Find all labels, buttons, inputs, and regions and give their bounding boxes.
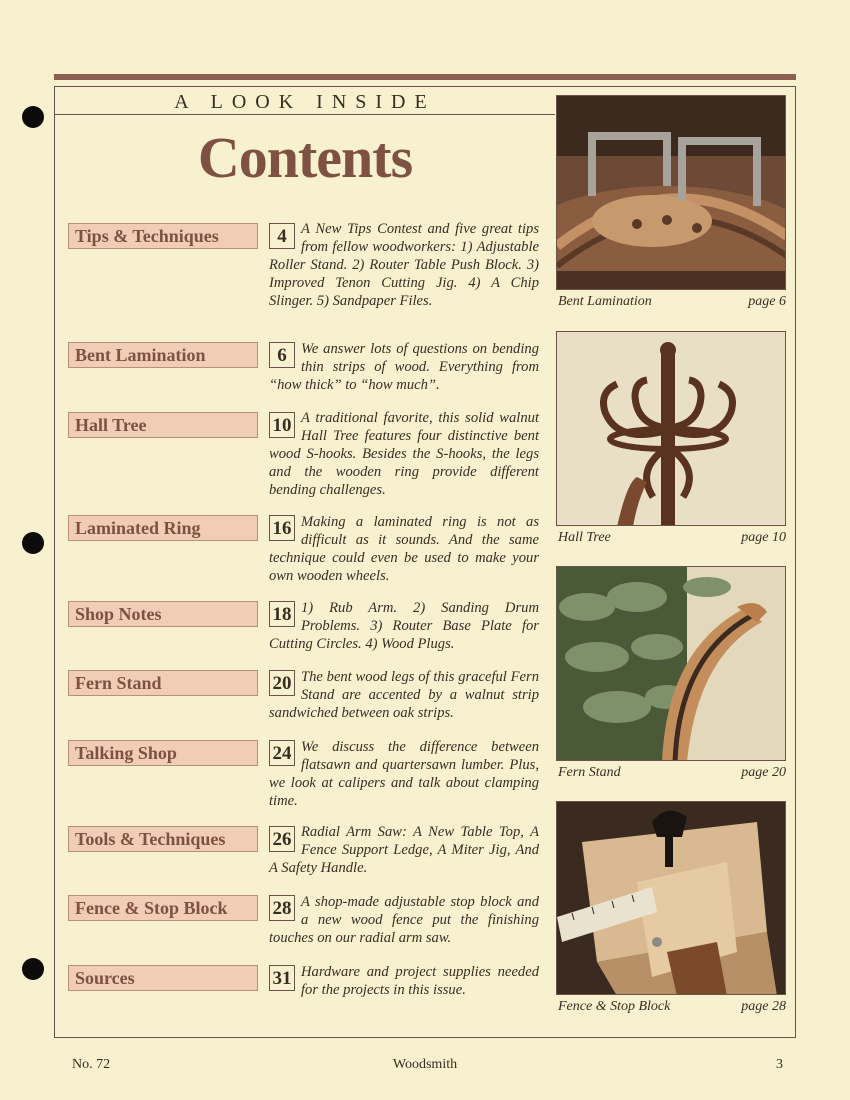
top-rule	[54, 74, 796, 80]
section-label[interactable]: Fence & Stop Block	[68, 895, 258, 921]
photo-caption	[558, 530, 786, 546]
issue-number: No. 72	[72, 1057, 111, 1072]
section-label[interactable]: Laminated Ring	[68, 515, 258, 541]
entry-description: Hardware and project supplies needed for the projects in this issue.	[301, 964, 539, 998]
fern-stand-photo	[556, 566, 786, 761]
binder-hole	[22, 532, 44, 554]
entry-description: We discuss the difference between flatsawn and quartersawn lumber. Plus, we look at calipers and talk about clamping time.	[269, 739, 539, 809]
hall-tree-photo	[556, 331, 786, 526]
header-divider	[55, 114, 555, 115]
photo-caption-title: Fern Stand	[558, 765, 621, 780]
photo-caption-page: page 20	[741, 765, 786, 780]
entry-description: 1) Rub Arm. 2) Sanding Drum Problems. 3) Router Base Plate for Cutting Circles. 4) Wood Plugs.	[269, 600, 539, 652]
entry-description: A traditional favorite, this solid walnut Hall Tree features four distinctive bent wood S-hooks. Besides the S-hooks, the legs and the wooden ring provide different bending challenges.	[269, 410, 539, 498]
binder-hole	[22, 958, 44, 980]
section-label[interactable]: Tools & Techniques	[68, 826, 258, 852]
section-label[interactable]: Hall Tree	[68, 412, 258, 438]
page-number-box: 28	[269, 895, 295, 921]
magazine-name: Woodsmith	[392, 1057, 458, 1072]
kicker: A LOOK INSIDE	[174, 91, 436, 113]
page-number-box: 31	[269, 965, 295, 991]
entry-description: The bent wood legs of this graceful Fern Stand are accented by a walnut strip sandwiched between oak strips.	[269, 669, 539, 721]
photo-caption-page: page 6	[748, 294, 786, 309]
page-number-box: 10	[269, 412, 295, 438]
page-number-box: 16	[269, 515, 295, 541]
photo-caption-title: Bent Lamination	[558, 294, 652, 309]
photo-caption-title: Fence & Stop Block	[558, 999, 671, 1014]
entry-description: A shop-made adjustable stop block and a new wood fence put the finishing touches on our radial arm saw.	[269, 894, 539, 946]
page-number-box: 4	[269, 223, 295, 249]
page-number-box: 24	[269, 740, 295, 766]
entry-description: Radial Arm Saw: A New Table Top, A Fence Support Ledge, A Miter Jig, And A Safety Handle.	[269, 824, 539, 876]
photo-caption-page: page 10	[741, 530, 786, 545]
page-number: 3	[776, 1057, 783, 1072]
page-number-box: 26	[269, 826, 295, 852]
photo-caption	[558, 765, 786, 781]
photo-caption	[558, 294, 786, 310]
section-label[interactable]: Tips & Techniques	[68, 223, 258, 249]
section-label[interactable]: Talking Shop	[68, 740, 258, 766]
page-title: Contents	[197, 125, 413, 190]
entry-description: A New Tips Contest and five great tips from fellow woodworkers: 1) Adjustable Roller Stand. 2) Router Table Push Block. 3) Improved Tenon Cutting Jig. 4) A Chip Slinger. 5) Sandpaper Files.	[269, 221, 539, 309]
section-label[interactable]: Shop Notes	[68, 601, 258, 627]
photo-caption	[558, 999, 786, 1015]
page-number-box: 6	[269, 342, 295, 368]
entry-description: We answer lots of questions on bending thin strips of wood. Everything from “how thick” to “how much”.	[269, 341, 539, 393]
page-number-box: 18	[269, 601, 295, 627]
binder-hole	[22, 106, 44, 128]
entry-description: Making a laminated ring is not as difficult as it sounds. And the same technique could even be used to make your own wooden wheels.	[269, 514, 539, 584]
bent-lamination-photo	[556, 95, 786, 290]
photo-caption-title: Hall Tree	[558, 530, 611, 545]
section-label[interactable]: Fern Stand	[68, 670, 258, 696]
fence-stop-block-photo	[556, 801, 786, 995]
page-number-box: 20	[269, 670, 295, 696]
section-label[interactable]: Sources	[68, 965, 258, 991]
photo-caption-page: page 28	[741, 999, 786, 1014]
section-label[interactable]: Bent Lamination	[68, 342, 258, 368]
